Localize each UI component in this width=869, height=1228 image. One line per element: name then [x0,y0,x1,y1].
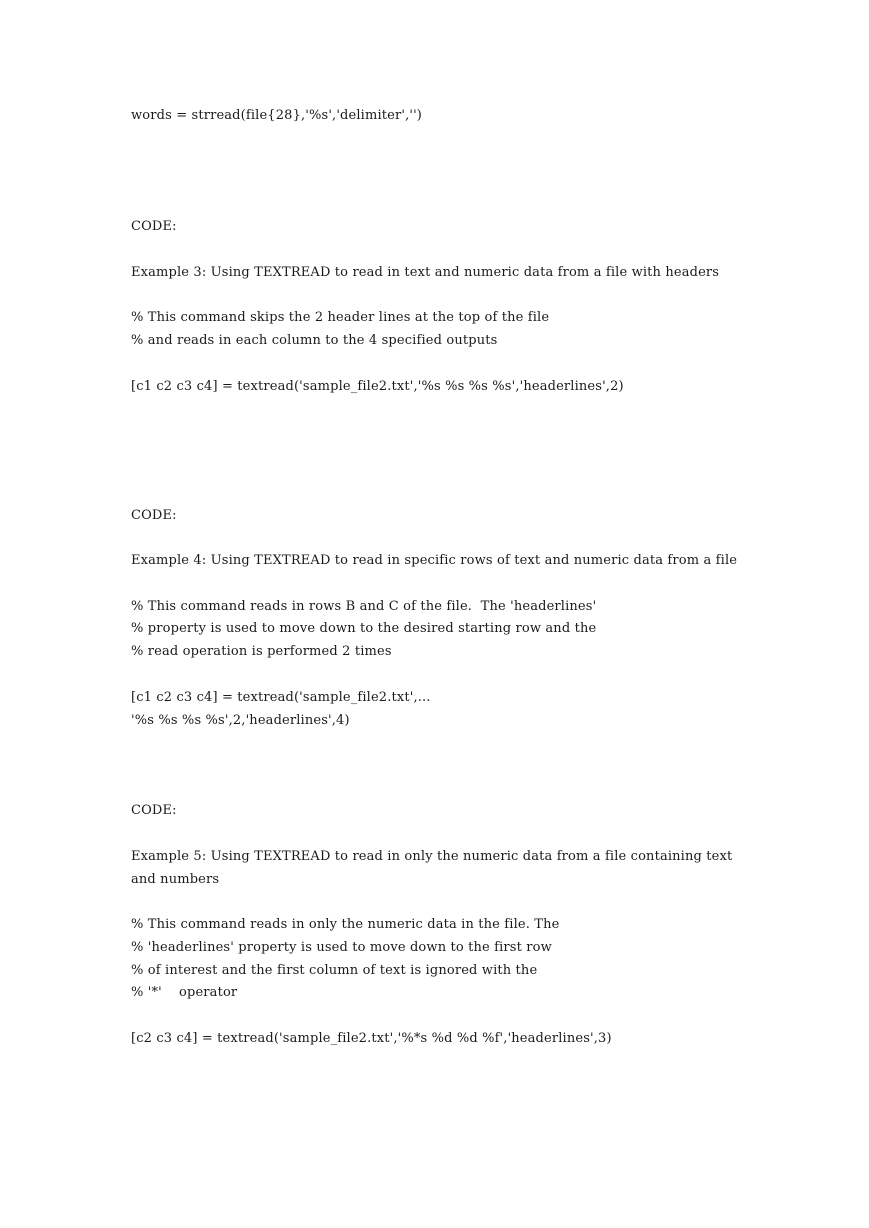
code-line: '%s %s %s %s',2,'headerlines',4) [131,713,350,728]
example-title: Example 4: Using TEXTREAD to read in specific rows of text and numeric data from a file [131,553,738,568]
code-line-strread: words = strread(file{28},'%s','delimiter','') [131,108,423,123]
code-comment: % read operation is performed 2 times [131,644,392,659]
code-comment: % This command skips the 2 header lines at the top of the file [131,310,550,325]
example-title-continued: and numbers [131,872,220,887]
code-label: CODE: [131,803,177,818]
code-comment: % '*' operator [131,985,238,1000]
code-label: CODE: [131,508,177,523]
example-title: Example 5: Using TEXTREAD to read in only the numeric data from a file containing text [131,849,733,864]
code-line: [c1 c2 c3 c4] = textread('sample_file2.txt','%s %s %s %s','headerlines',2) [131,379,624,394]
code-line: [c1 c2 c3 c4] = textread('sample_file2.txt',... [131,690,431,705]
code-line: [c2 c3 c4] = textread('sample_file2.txt','%*s %d %d %f','headerlines',3) [131,1031,612,1046]
example-title: Example 3: Using TEXTREAD to read in text and numeric data from a file with headers [131,265,720,280]
code-comment: % 'headerlines' property is used to move down to the first row [131,940,552,955]
code-comment: % This command reads in rows B and C of the file. The 'headerlines' [131,599,597,614]
code-comment: % property is used to move down to the desired starting row and the [131,621,597,636]
code-comment: % This command reads in only the numeric data in the file. The [131,917,560,932]
code-label: CODE: [131,219,177,234]
code-comment: % of interest and the first column of text is ignored with the [131,963,538,978]
code-comment: % and reads in each column to the 4 specified outputs [131,333,498,348]
